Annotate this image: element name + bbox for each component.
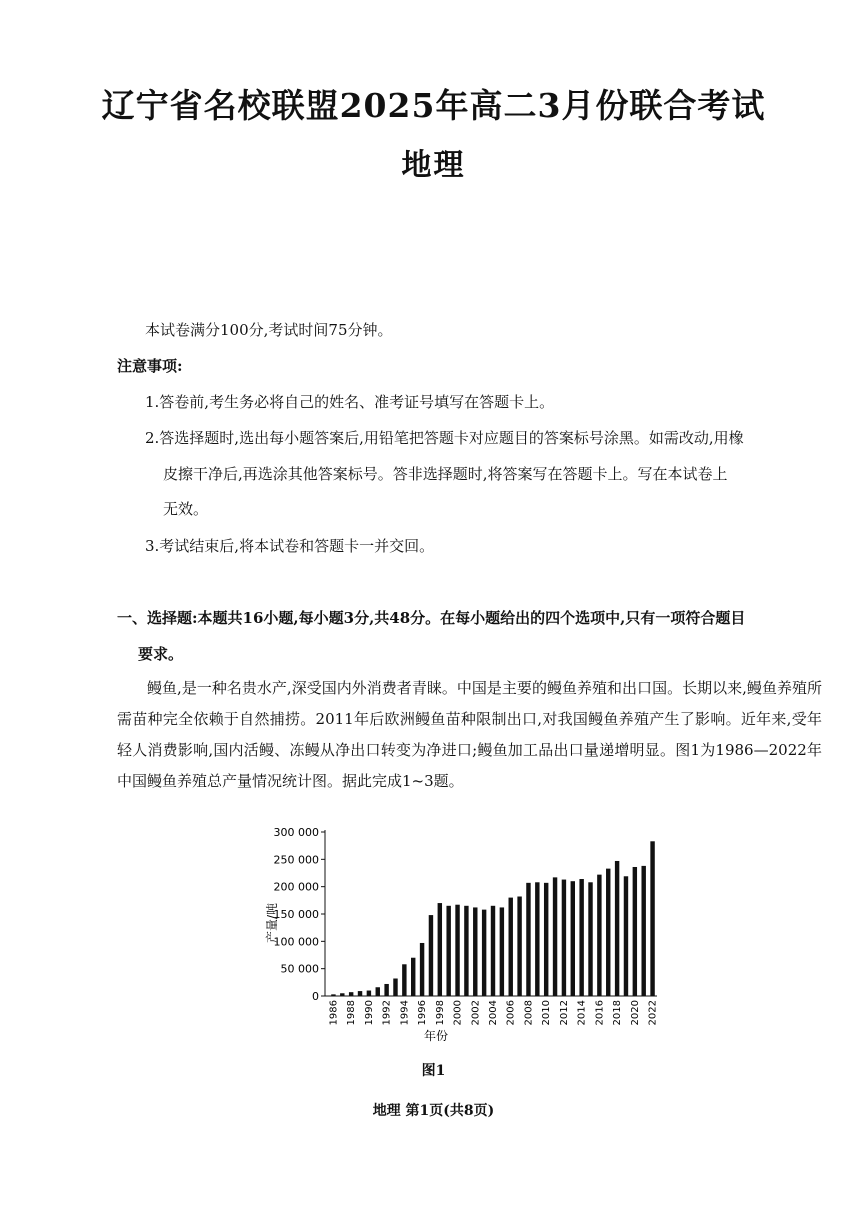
bar-2018	[615, 861, 619, 996]
notice-item-1: 1.答卷前,考生务必将自己的姓名、准考证号填写在答题卡上。	[145, 393, 555, 411]
bar-2001	[464, 906, 468, 996]
exam-intro: 本试卷满分100分,考试时间75分钟。	[145, 321, 393, 339]
bar-2008	[526, 883, 530, 996]
question-passage: 鳗鱼,是一种名贵水产,深受国内外消费者青睐。中国是主要的鳗鱼养殖和出口国。长期以来,鳗鱼养殖所需苗种完全依赖于自然捕捞。2011年后欧洲鳗鱼苗种限制出口,对我国鳗鱼养殖产生了影响。近年来,受年轻人消费影响,国内活鳗、冻鳗从净出口转变为净进口;鳗鱼加工品出口量递增明显。图1为1986—2022年中国鳗鱼养殖总产量情况统计图。据此完成1~3题。	[117, 679, 822, 790]
x-tick-label: 2016	[594, 1000, 606, 1026]
x-tick-label: 1992	[381, 1000, 393, 1026]
bar-2010	[544, 883, 548, 996]
x-tick-label: 1994	[399, 1000, 411, 1026]
section-heading-cont: 要求。	[138, 645, 184, 663]
y-tick-labels	[274, 826, 326, 1003]
bar-2021	[641, 866, 645, 996]
notice-item-2: 2.答选择题时,选出每小题答案后,用铅笔把答题卡对应题目的答案标号涂黑。如需改动,用橡	[145, 429, 744, 447]
y-tick-label: 250 000	[273, 853, 319, 867]
bar-2005	[500, 907, 504, 996]
bar-2004	[491, 906, 495, 996]
x-tick-label: 2010	[541, 1000, 553, 1026]
bar-2014	[579, 879, 583, 996]
x-tick-label: 2006	[505, 1000, 517, 1026]
bar-2000	[455, 905, 459, 996]
x-tick-label: 1998	[434, 1000, 446, 1026]
bar-2003	[482, 910, 486, 996]
bar-2009	[535, 882, 539, 996]
figure-caption: 图1	[421, 1063, 446, 1079]
notice-item-3: 3.考试结束后,将本试卷和答题卡一并交回。	[145, 537, 435, 555]
bar-2022	[650, 841, 654, 996]
x-tick-label: 2004	[488, 1000, 499, 1026]
y-tick-label: 150 000	[273, 908, 319, 921]
bar-1996	[420, 943, 424, 996]
x-tick-label: 2012	[558, 1000, 570, 1026]
bar-2006	[509, 898, 513, 996]
bar-1994	[402, 964, 406, 996]
page-footer: 地理 第1页(共8页)	[372, 1103, 495, 1119]
exam-title: 辽宁省名校联盟2025年高二3月份联合考试	[101, 86, 766, 125]
bar-2012	[562, 880, 566, 996]
x-tick-label: 2020	[629, 1000, 641, 1026]
y-tick-label: 50 000	[280, 962, 319, 976]
eel-production-chart	[262, 818, 702, 1048]
bar-2017	[606, 869, 610, 996]
y-tick-label: 100 000	[273, 935, 319, 949]
bar-2020	[633, 867, 637, 996]
chart-bars	[331, 841, 655, 996]
x-axis-label: 年份	[423, 1029, 449, 1043]
x-tick-label: 1990	[363, 1000, 375, 1026]
bar-2007	[517, 897, 521, 996]
bar-1997	[429, 915, 433, 996]
bar-2013	[571, 881, 575, 996]
bar-1992	[384, 984, 388, 996]
bar-2016	[597, 875, 601, 996]
bar-2019	[624, 876, 628, 996]
x-tick-label: 1986	[328, 1000, 340, 1026]
bar-1987	[340, 993, 344, 996]
y-tick-label: 300 000	[273, 826, 319, 839]
x-tick-label: 2022	[647, 1000, 659, 1026]
section-heading: 一、选择题:本题共16小题,每小题3分,共48分。在每小题给出的四个选项中,只有一项符合题目	[117, 609, 746, 627]
bar-1995	[411, 958, 415, 996]
bar-1986	[331, 994, 335, 996]
x-tick-label: 1996	[417, 1000, 429, 1026]
subject-title: 地理	[401, 148, 466, 183]
x-tick-label: 2008	[523, 1000, 535, 1026]
x-tick-label: 2014	[576, 1000, 588, 1026]
x-tick-label: 1988	[346, 1000, 358, 1026]
x-tick-labels	[328, 1000, 658, 1025]
y-tick-label: 200 000	[273, 880, 319, 894]
y-tick-label: 0	[312, 990, 319, 1003]
notice-item-2-cont: 皮擦干净后,再选涂其他答案标号。答非选择题时,将答案写在答题卡上。写在本试卷上	[163, 465, 728, 483]
bar-1991	[376, 987, 380, 996]
x-tick-label: 2000	[452, 1000, 464, 1026]
x-tick-label: 2002	[470, 1000, 482, 1026]
bar-1989	[358, 991, 362, 996]
y-axis-label: 产量/吨	[265, 902, 279, 944]
bar-2015	[588, 882, 592, 996]
bar-1993	[393, 979, 397, 996]
notice-heading: 注意事项:	[117, 357, 183, 375]
bar-1998	[438, 903, 442, 996]
bar-2011	[553, 877, 557, 996]
x-tick-label: 2018	[612, 1000, 624, 1026]
notice-item-2-end: 无效。	[163, 500, 209, 518]
bar-1999	[446, 906, 450, 996]
bar-1988	[349, 992, 353, 996]
bar-1990	[367, 991, 371, 996]
bar-2002	[473, 907, 477, 996]
